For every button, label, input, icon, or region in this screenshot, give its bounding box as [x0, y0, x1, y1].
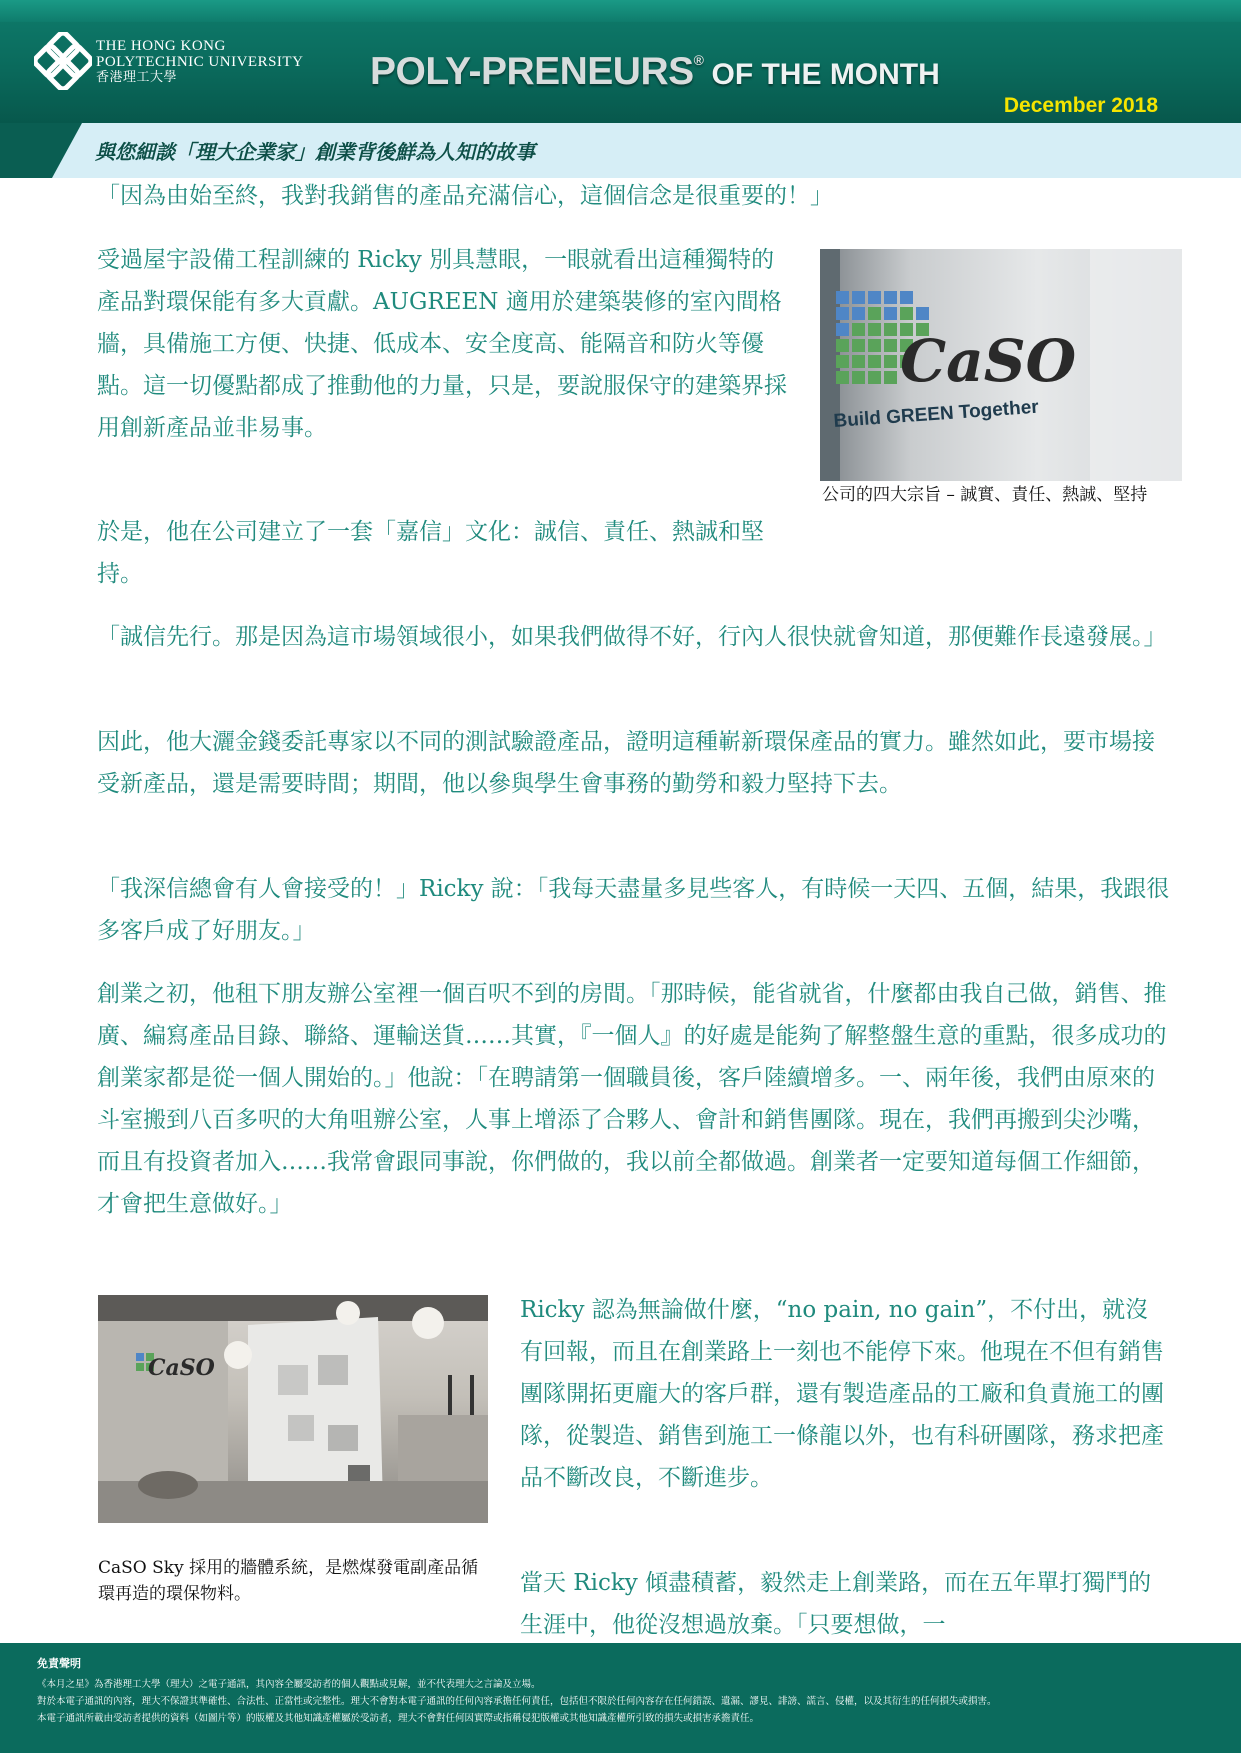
caso-logo-text: CaSO — [900, 327, 1077, 395]
caso-slogan: Build GREEN Together — [832, 396, 1040, 432]
paragraph-3: 於是，他在公司建立了一套「嘉信」文化：誠信、責任、熱誠和堅持。 — [97, 519, 764, 587]
paragraph-9: 當天 Ricky 傾盡積蓄，毅然走上創業路，而在五年單打獨鬥的生涯中，他從沒想過放棄。「只要想做，一 — [520, 1570, 1152, 1638]
page-header — [0, 0, 1241, 123]
showroom-graphic — [98, 1295, 488, 1523]
header-stripe — [0, 0, 1241, 22]
title-suffix: OF THE MONTH — [711, 58, 940, 91]
showroom-photo — [98, 1295, 488, 1523]
university-name — [96, 38, 303, 86]
title-main: POLY-PRENEURS — [370, 50, 694, 93]
issue-date: December 2018 — [1003, 94, 1158, 117]
disclaimer-line-2: 對於本電子通訊的內容，理大不保證其準確性、合法性、正當性或完整性。理大不會對本電子通訊的任何內容承擔任何責任，包括但不限於任何內容存在任何錯誤、遺漏、謬見、誹謗、謊言、侵權，以及其衍生的任何損失或損害。 — [37, 1696, 997, 1707]
paragraph-7: 創業之初，他租下朋友辦公室裡一個百呎不到的房間。「那時候，能省就省，什麼都由我自己做，銷售、推廣、編寫產品目錄、聯絡、運輸送貨……其實，『一個人』的好處是能夠了解整盤生意的重點，很多成功的創業家都是從一個人開始的。」他說：「在聘請第一個職員後，客戶陸續增多。一、兩年後，我們由原來的斗室搬到八百多呎的大角咀辦公室，人事上增添了合夥人、會計和銷售團隊。現在，我們再搬到尖沙嘴，而且有投資者加入……我常會跟同事說，你們做的，我以前全都做過。創業者一定要知道每個工作細節，才會把生意做好。」 — [97, 981, 1167, 1217]
tagline: 與您細談「理大企業家」創業背後鮮為人知的故事 — [95, 140, 535, 164]
university-name-en-1: THE HONG KONG — [96, 38, 226, 54]
caso-sign-text: CaSO — [148, 1355, 215, 1381]
paragraph-8: Ricky 認為無論做什麼，“no pain, no gain”，不付出，就沒有回報，而且在創業路上一刻也不能停下來。他現在不但有銷售團隊開拓更龐大的客戶群，還有製造產品的工廠和負責施工的團隊，從製造、銷售到施工一條龍以外，也有科研團隊，務求把產品不斷改良，不斷進步。 — [520, 1297, 1164, 1491]
university-name-zh: 香港理工大學 — [96, 70, 178, 85]
university-name-en-2: POLYTECHNIC UNIVERSITY — [96, 54, 304, 70]
paragraph-quote-4: 「誠信先行。那是因為這市場領域很小，如果我們做得不好，行內人很快就會知道，那便難作長遠發展。」 — [97, 624, 1167, 650]
disclaimer-line-3: 本電子通訊所載由受訪者提供的資料（如圖片等）的版權及其他知識產權屬於受訪者，理大不會對任何因實際或指稱侵犯版權或其他知識產權所引致的損失或損害承擔責任。 — [37, 1713, 760, 1724]
office-logo-photo — [820, 249, 1182, 481]
polyu-logo-icon — [34, 32, 92, 90]
paragraph-quote-1: 「因為由始至終，我對我銷售的產品充滿信心，這個信念是很重要的！」 — [97, 183, 833, 209]
registered-mark: ® — [693, 52, 704, 68]
paragraph-2: 受過屋宇設備工程訓練的 Ricky 別具慧眼，一眼就看出這種獨特的產品對環保能有多大貢獻。AUGREEN 適用於建築裝修的室內間格牆，具備施工方便、快捷、低成本、安全度高、能隔音和防火等優點。這一切優點都成了推動他的力量，只是，要說服保守的建築界採用創新產品並非易事。 — [97, 247, 787, 441]
caption-photo-1: 公司的四大宗旨 – 誠實、責任、熱誠、堅持 — [822, 485, 1148, 505]
disclaimer-title: 免責聲明 — [37, 1657, 81, 1670]
disclaimer-line-1: 《本月之星》為香港理工大學（理大）之電子通訊，其內容全屬受訪者的個人觀點或見解，並不代表理大之言論及立場。 — [37, 1679, 541, 1690]
caption-photo-2: CaSO Sky 採用的牆體系統，是燃煤發電副產品循環再造的環保物料。 — [98, 1558, 479, 1604]
disclaimer-footer — [0, 1643, 1241, 1753]
paragraph-quote-6: 「我深信總會有人會接受的！」Ricky 說：「我每天盡量多見些客人，有時候一天四、五個，結果，我跟很多客戶成了好朋友。」 — [97, 876, 1170, 944]
caso-wall-graphic — [820, 249, 1182, 481]
paragraph-5: 因此，他大灑金錢委託專家以不同的測試驗證產品，證明這種嶄新環保產品的實力。雖然如此，要市場接受新產品，還是需要時間；期間，他以參與學生會事務的勤勞和毅力堅持下去。 — [97, 729, 1155, 797]
newsletter-title — [360, 44, 1040, 94]
